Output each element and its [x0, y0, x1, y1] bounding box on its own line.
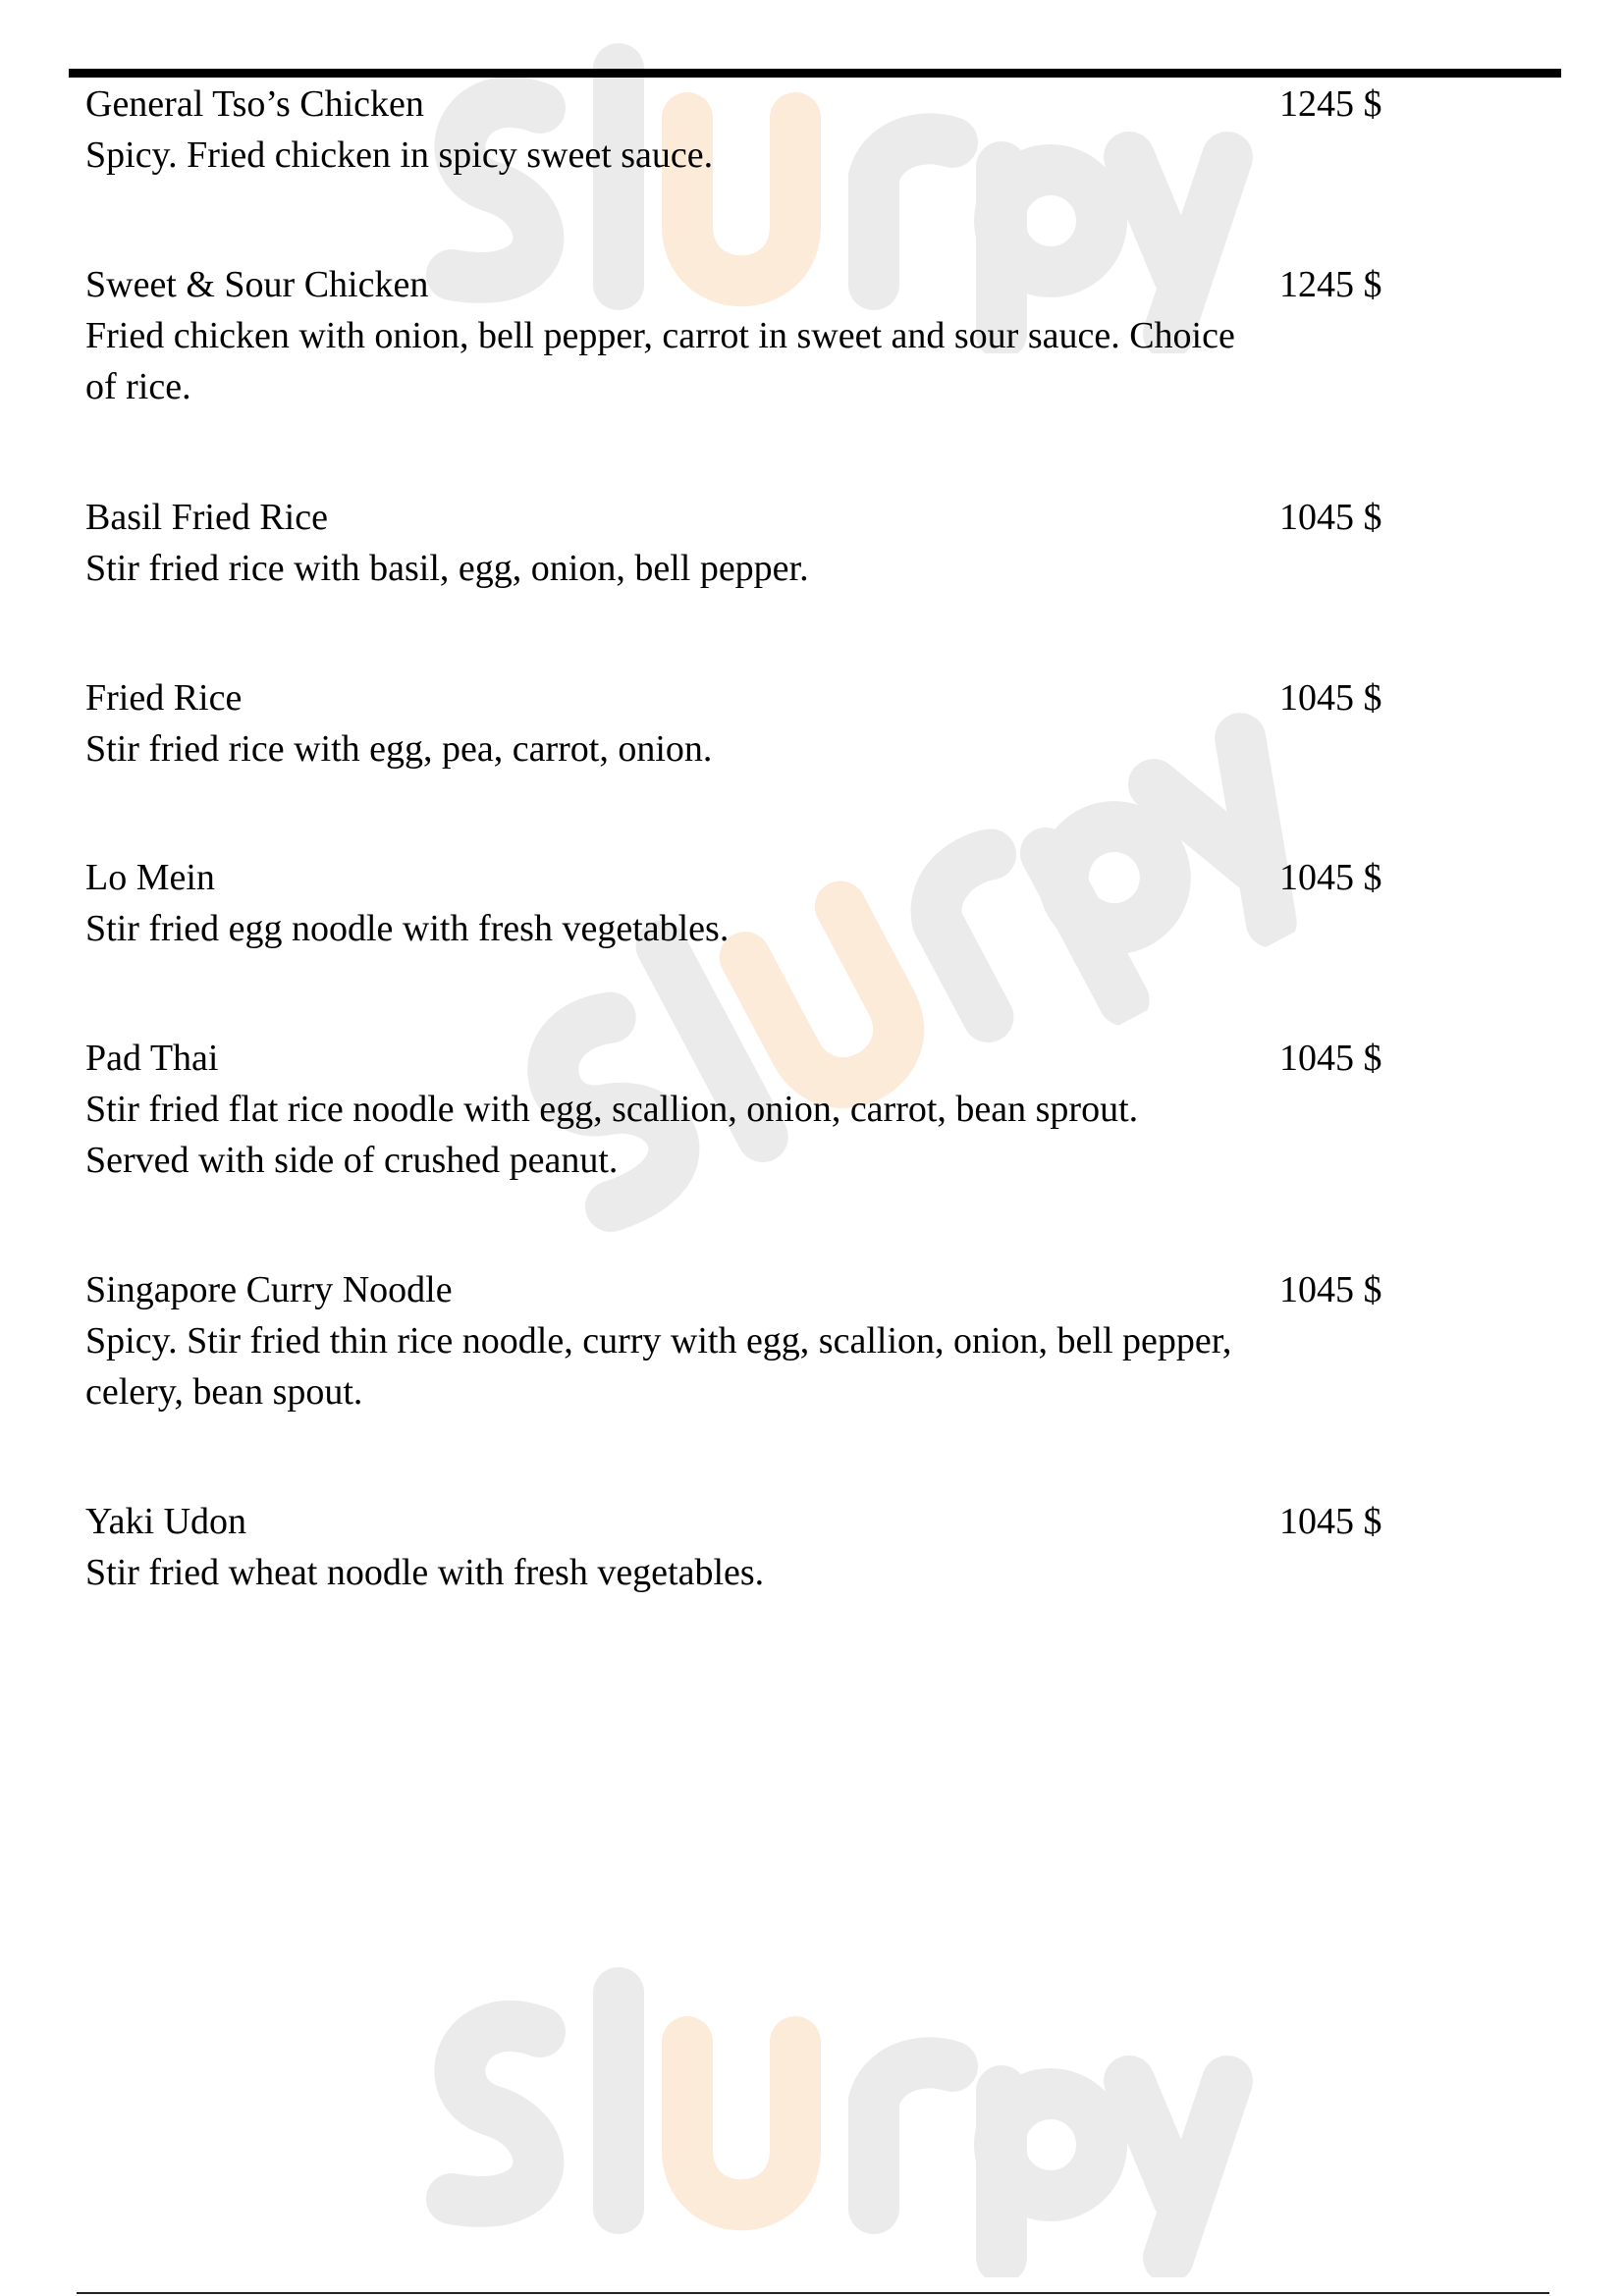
- top-rule: [69, 69, 1561, 78]
- menu-item: [85, 1264, 1558, 1417]
- item-price: 1045 $: [1279, 1501, 1382, 1542]
- item-price: 1045 $: [1279, 1269, 1382, 1310]
- item-name: Lo Mein: [85, 857, 215, 898]
- item-description: Spicy. Stir fried thin rice noodle, curry with egg, scallion, onion, bell pepper, celery, bean spout.: [85, 1320, 1232, 1413]
- item-price: 1045 $: [1279, 677, 1382, 719]
- menu-item: [85, 259, 1558, 412]
- item-name: Fried Rice: [85, 677, 243, 719]
- item-price: 1045 $: [1279, 497, 1382, 538]
- item-name: Pad Thai: [85, 1038, 219, 1079]
- menu-item: [85, 492, 1558, 594]
- item-name: Singapore Curry Noodle: [85, 1269, 453, 1310]
- item-name: General Tso’s Chicken: [85, 83, 424, 125]
- item-price: 1245 $: [1279, 264, 1382, 305]
- item-description: Stir fried egg noodle with fresh vegetables.: [85, 908, 730, 949]
- watermark-logo-bottom: [393, 1963, 1257, 2277]
- menu-item: [85, 672, 1558, 774]
- item-description: Stir fried rice with basil, egg, onion, bell pepper.: [85, 548, 809, 589]
- menu-item: [85, 852, 1558, 954]
- item-description: Stir fried flat rice noodle with egg, scallion, onion, carrot, bean sprout. Served with side of crushed peanut.: [85, 1089, 1139, 1181]
- item-price: 1045 $: [1279, 857, 1382, 898]
- item-description: Stir fried wheat noodle with fresh vegetables.: [85, 1552, 765, 1593]
- item-description: Stir fried rice with egg, pea, carrot, onion.: [85, 728, 713, 770]
- menu-item: [85, 79, 1558, 181]
- item-description: Fried chicken with onion, bell pepper, carrot in sweet and sour sauce. Choice of rice.: [85, 315, 1235, 407]
- menu-item: [85, 1033, 1558, 1186]
- bottom-rule: [77, 2292, 1549, 2294]
- item-description: Spicy. Fried chicken in spicy sweet sauce.: [85, 134, 714, 176]
- item-name: Basil Fried Rice: [85, 497, 328, 538]
- item-name: Yaki Udon: [85, 1501, 247, 1542]
- item-name: Sweet & Sour Chicken: [85, 264, 429, 305]
- menu-item: [85, 1496, 1558, 1598]
- item-price: 1245 $: [1279, 83, 1382, 125]
- item-price: 1045 $: [1279, 1038, 1382, 1079]
